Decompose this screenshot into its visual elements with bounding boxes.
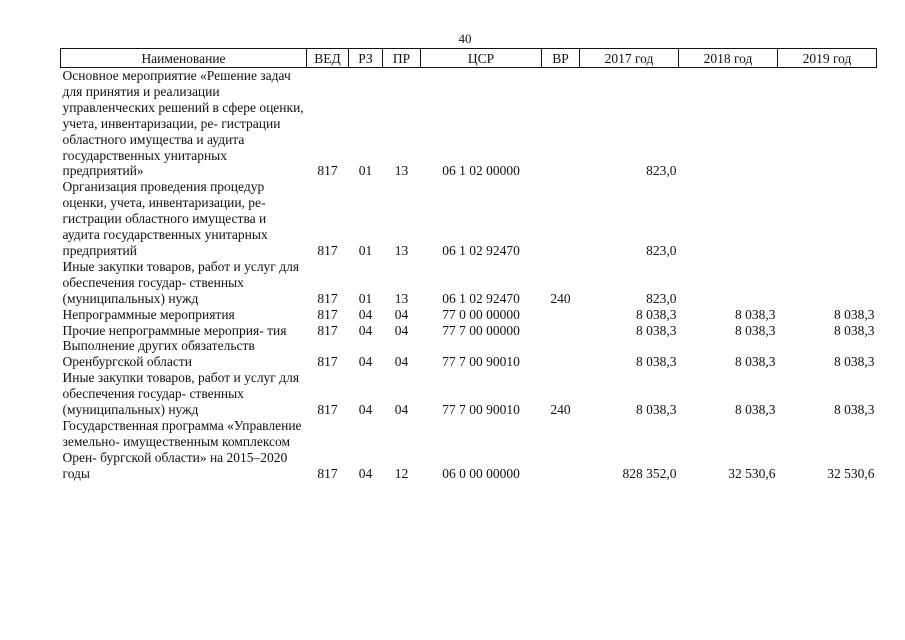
row-name: Непрограммные мероприятия: [62, 306, 235, 322]
row-2017: 8 038,3: [636, 306, 677, 322]
row-2018: [679, 179, 778, 259]
table-row: [61, 418, 877, 482]
table-row: [61, 68, 877, 180]
row-rz: 01: [358, 290, 373, 306]
row-csr: 77 0 00 00000: [442, 306, 520, 322]
row-2017: 823,0: [646, 242, 677, 258]
row-2019: 8 038,3: [834, 354, 875, 370]
row-csr: 06 1 02 00000: [442, 163, 520, 179]
row-rz: 01: [358, 163, 373, 179]
row-vr: [542, 323, 580, 339]
row-csr: 06 1 02 92470: [442, 242, 520, 258]
table-row: [61, 179, 877, 259]
row-2019: 8 038,3: [834, 402, 875, 418]
table-row: [61, 370, 877, 418]
row-name: Прочие непрограммные мероприя- тия: [62, 322, 287, 338]
row-csr: 06 0 00 00000: [442, 465, 520, 481]
row-2018: [679, 259, 778, 307]
row-2019: 8 038,3: [834, 322, 875, 338]
row-pr: 12: [394, 465, 409, 481]
row-name: Организация проведения процедур оценки, учета, инвентаризации, ре- гистрации областного имущества и аудита государственных унитарных предприятий: [62, 179, 268, 258]
table-header-row: [61, 49, 877, 68]
row-ved: 817: [317, 290, 338, 306]
row-rz: 04: [358, 306, 373, 322]
row-name: Иные закупки товаров, работ и услуг для обеспечения государ- ственных (муниципальных) нужд: [62, 258, 300, 306]
row-vr: [542, 68, 580, 180]
header-rz: РЗ: [349, 49, 383, 68]
row-2017: 8 038,3: [636, 402, 677, 418]
table-row: [61, 307, 877, 323]
row-2018: 8 038,3: [735, 306, 776, 322]
row-2019: 8 038,3: [834, 306, 875, 322]
page-number: 40: [458, 31, 472, 46]
row-rz: 04: [358, 465, 373, 481]
row-csr: 77 7 00 90010: [442, 354, 520, 370]
row-name: Иные закупки товаров, работ и услуг для обеспечения государ- ственных (муниципальных) нужд: [62, 370, 300, 418]
row-name: Основное мероприятие «Решение задач для принятия и реализации управленческих решений в сфере оценки, учета, инвентаризации, ре- гистрации областного имущества и аудита государственных унитарных предприятий»: [62, 68, 304, 179]
row-2017: 823,0: [646, 290, 677, 306]
row-pr: 04: [394, 306, 409, 322]
table-row: [61, 323, 877, 339]
row-2017: 8 038,3: [636, 354, 677, 370]
row-pr: 13: [394, 163, 409, 179]
row-csr: 77 7 00 00000: [442, 322, 520, 338]
row-ved: 817: [317, 306, 338, 322]
row-vr: 240: [550, 402, 571, 418]
row-ved: 817: [317, 242, 338, 258]
row-pr: 04: [394, 322, 409, 338]
row-vr: 240: [550, 290, 571, 306]
header-2018: 2018 год: [679, 49, 778, 68]
row-2019: [778, 68, 877, 180]
row-2019: [778, 259, 877, 307]
row-vr: [542, 307, 580, 323]
row-name: Выполнение других обязательств Оренбургской области: [62, 338, 255, 370]
row-pr: 13: [394, 242, 409, 258]
row-2018: 8 038,3: [735, 322, 776, 338]
row-2018: 8 038,3: [735, 402, 776, 418]
row-pr: 13: [394, 290, 409, 306]
table-row: [61, 259, 877, 307]
row-2017: 8 038,3: [636, 322, 677, 338]
row-2017: 823,0: [646, 163, 677, 179]
row-rz: 04: [358, 322, 373, 338]
row-vr: [542, 179, 580, 259]
row-ved: 817: [317, 465, 338, 481]
row-ved: 817: [317, 322, 338, 338]
row-rz: 04: [358, 354, 373, 370]
row-2017: 828 352,0: [622, 465, 677, 481]
table-row: [61, 338, 877, 370]
row-vr: [542, 338, 580, 370]
row-2018: 32 530,6: [728, 465, 776, 481]
header-name: Наименование: [61, 49, 307, 68]
row-ved: 817: [317, 354, 338, 370]
row-rz: 01: [358, 242, 373, 258]
header-pr: ПР: [383, 49, 421, 68]
row-2018: 8 038,3: [735, 354, 776, 370]
row-2018: [679, 68, 778, 180]
header-csr: ЦСР: [421, 49, 542, 68]
row-2019: 32 530,6: [827, 465, 875, 481]
row-name: Государственная программа «Управление земельно- имущественным комплексом Орен- бургской области» на 2015–2020 годы: [62, 417, 302, 481]
row-ved: 817: [317, 402, 338, 418]
header-ved: ВЕД: [307, 49, 349, 68]
row-rz: 04: [358, 402, 373, 418]
row-2019: [778, 179, 877, 259]
row-csr: 77 7 00 90010: [442, 402, 520, 418]
header-vr: ВР: [542, 49, 580, 68]
row-csr: 06 1 02 92470: [442, 290, 520, 306]
header-2019: 2019 год: [778, 49, 877, 68]
header-2017: 2017 год: [580, 49, 679, 68]
row-pr: 04: [394, 402, 409, 418]
row-ved: 817: [317, 163, 338, 179]
row-vr: [542, 418, 580, 482]
row-pr: 04: [394, 354, 409, 370]
budget-table: [60, 48, 877, 482]
